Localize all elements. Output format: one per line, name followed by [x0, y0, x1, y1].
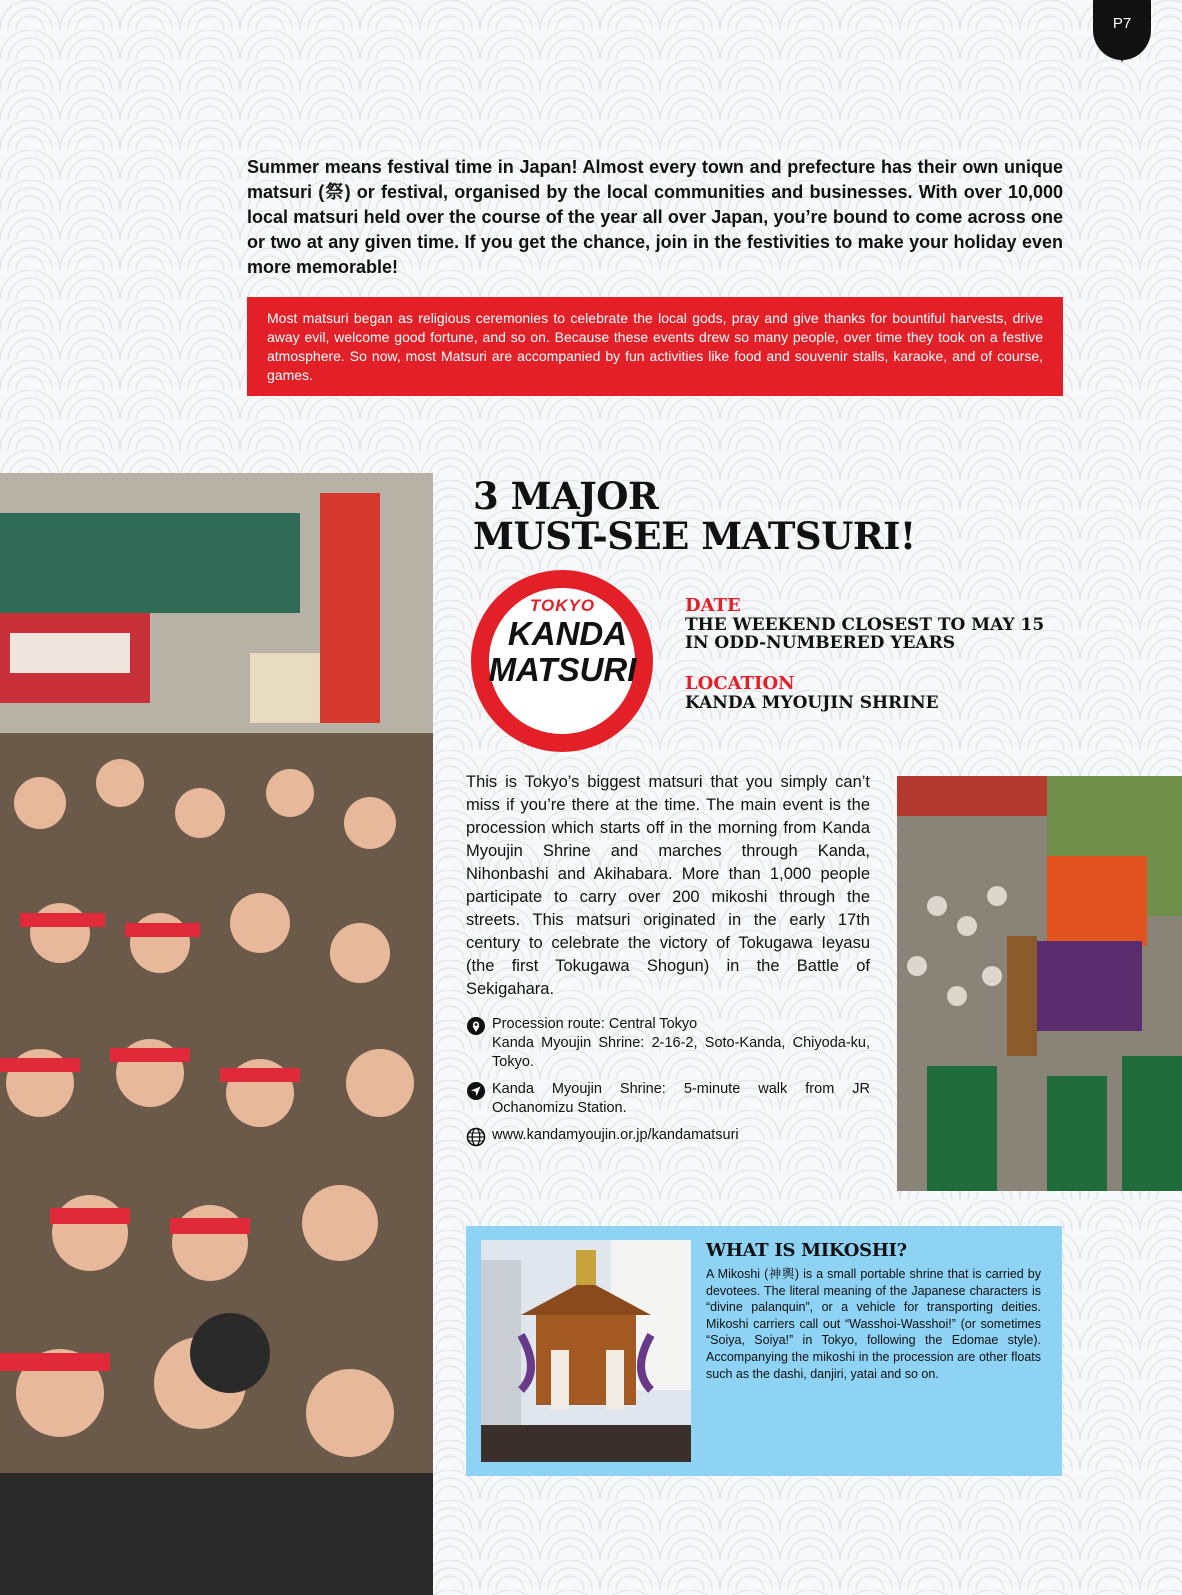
website-row [466, 1126, 870, 1147]
route-line-2: Kanda Myoujin Shrine: 2-16-2, Soto-Kanda, Chiyoda-ku, Tokyo. [492, 1035, 870, 1070]
route-row [466, 1015, 870, 1072]
festival-details [466, 1015, 870, 1155]
location-label: LOCATION [685, 673, 795, 694]
route-line-1: Procession route: Central Tokyo [492, 1016, 698, 1032]
date-line-1: THE WEEKEND CLOSEST TO MAY 15 [685, 615, 1045, 635]
history-text: Most matsuri began as religious ceremonies to celebrate the local gods, pray and give thanks for bountiful harvests, drive away evil, welcome good fortune, and so on. Because these events drew so many people, over time they took on a festive atmosphere. So now, most Matsuri are accompanied by fun activities like food and souvenir stalls, karaoke, and of course, games. [267, 310, 1043, 383]
title-line-2: MUST-SEE MATSURI! [473, 514, 916, 558]
logo-line-1: KANDA [507, 615, 628, 652]
navigation-arrow-icon [466, 1081, 486, 1101]
festival-info [685, 596, 1065, 712]
globe-icon [466, 1127, 486, 1147]
festival-description: This is Tokyo’s biggest matsuri that you simply can’t miss if you’re there at the time. The main event is the procession which starts off in the morning from Kanda Myoujin Shrine and marches through Kanda, Nihonbashi and Akihabara. More than 1,000 people participate to carry over 200 mikoshi through the streets. This matsuri originated in the early 17th century to celebrate the victory of Tokugawa Ieyasu (the first Tokugawa Shogun) in the Battle of Sekigahara. [466, 773, 870, 998]
website-link[interactable]: www.kandamyoujin.or.jp/kandamatsuri [492, 1127, 739, 1143]
crowd-photo [0, 473, 433, 1595]
kanda-matsuri-logo [470, 566, 655, 756]
section-title [473, 476, 916, 556]
mikoshi-infobox [466, 1226, 1062, 1476]
mikoshi-photo [481, 1240, 691, 1462]
page-number: P7 [1112, 15, 1132, 32]
logo-top-text: TOKYO [529, 596, 596, 615]
logo-line-2: MATSURI [488, 651, 637, 688]
access-text: Kanda Myoujin Shrine: 5-minute walk from JR Ochanomizu Station. [492, 1081, 870, 1116]
date-label: DATE [685, 595, 741, 616]
mikoshi-text: A Mikoshi (神輿) is a small portable shrine that is carried by devotees. The literal meaning of the Japanese characters is “divine palanquin”, or a vehicle for transporting deities. Mikoshi carriers call out “Wasshoi-Wasshoi!” (or sometimes “Soiya, Soiya!” in Tokyo, following the Edomae style). Accompanying the mikoshi in the procession are other floats such as the dashi, danjiri, yatai and so on. [706, 1267, 1041, 1381]
map-pin-icon [466, 1016, 486, 1036]
date-line-2: IN ODD-NUMBERED YEARS [685, 633, 956, 653]
title-line-1: 3 MAJOR [473, 474, 659, 518]
location-value: KANDA MYOUJIN SHRINE [685, 693, 939, 713]
procession-photo [897, 776, 1182, 1191]
history-callout [247, 297, 1063, 396]
intro-paragraph: Summer means festival time in Japan! Almost every town and prefecture has their own unique matsuri (祭) or festival, organised by the local communities and businesses. With over 10,000 local matsuri held over the course of the year all over Japan, you’re bound to come across one or two at any given time. If you get the chance, join in the festivities to make your holiday even more memorable! [247, 157, 1063, 277]
access-row [466, 1080, 870, 1118]
page-number-badge [1093, 0, 1151, 60]
mikoshi-title: WHAT IS MIKOSHI? [706, 1240, 907, 1261]
